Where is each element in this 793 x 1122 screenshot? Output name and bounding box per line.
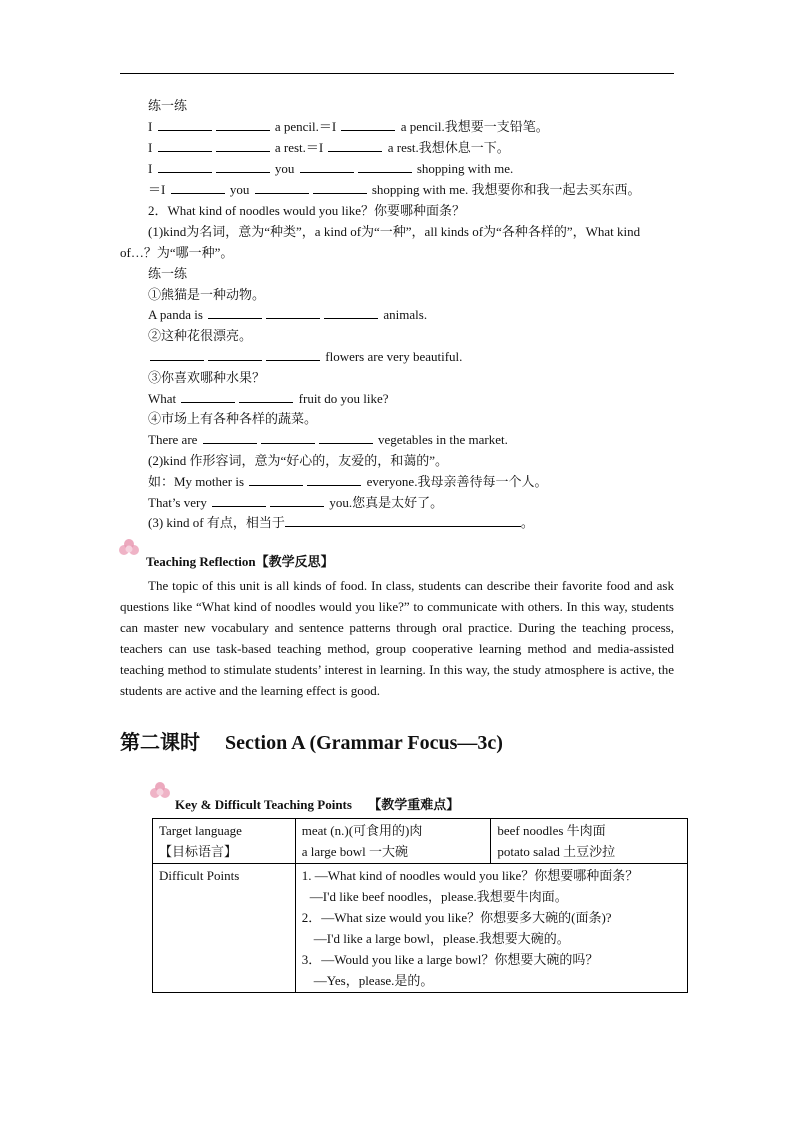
flower-icon (149, 781, 171, 803)
exercise-line: I a pencil.＝I a pencil.我想要一支铅笔。 (148, 119, 549, 134)
exercise-line: There are vegetables in the market. (148, 432, 508, 447)
exercise-line: A panda is animals. (148, 307, 428, 322)
exercise-line: What fruit do you like? (148, 391, 389, 406)
point-title: 2．What kind of noodles would you like？你要哪种面条？ (148, 203, 466, 218)
table-cell: 1. —What kind of noodles would you like？你想要哪种面条？ —I'd like beef noodles，please.我想要牛肉面。 2．—What size would you like？你想要多大碗的(面条)? —I'd like a large bowl，please.我想要大碗的。 3．—Would you like a large bowl？你想要大碗的吗？ —Yes，please.是的。 (295, 864, 687, 993)
table-cell: Difficult Points (153, 864, 296, 993)
table-cell: beef noodles 牛肉面 potato salad 土豆沙拉 (491, 819, 688, 864)
table-row (153, 864, 688, 993)
point-explanation: (1)kind为名词，意为“种类”，a kind of为“一种”，all kinds of为“各种各样的”，What kind (148, 224, 641, 239)
point-explanation: (2)kind 作形容词，意为“好心的，友爱的，和蔼的”。 (148, 453, 449, 468)
section-heading: Key & Difficult Teaching Points 【教学重难点】 (175, 797, 460, 812)
exercise-question: ①熊猫是一种动物。 (148, 287, 266, 302)
section-heading: Teaching Reflection【教学反思】 (146, 554, 334, 569)
exercise-line: I a rest.＝I a rest.我想休息一下。 (148, 140, 510, 155)
exercise-line: flowers are very beautiful. (148, 348, 462, 366)
header-rule (120, 73, 674, 74)
key-points-table (152, 818, 688, 993)
exercise-line: I you shopping with me. (148, 161, 514, 176)
exercise-line: ＝I you shopping with me. 我想要你和我一起去买东西。 (148, 182, 641, 197)
exercise-line: That’s very you.您真是太好了。 (148, 495, 444, 510)
exercise-question: ③你喜欢哪种水果？ (148, 370, 266, 385)
table-cell: meat (n.)(可食用的)肉 a large bowl 一大碗 (295, 819, 491, 864)
point-explanation: of…？为“哪一种”。 (120, 245, 234, 260)
exercise-line: (3) kind of 有点，相当于 。 (148, 515, 534, 530)
exercise-question: ④市场上有各种各样的蔬菜。 (148, 411, 318, 426)
lesson-title: 第二课时 Section A (Grammar Focus—3c) (120, 732, 503, 754)
exercise-heading: 练一练 (148, 266, 188, 281)
exercise-line: 如：My mother is everyone.我母亲善待每一个人。 (148, 474, 548, 489)
table-row (153, 819, 688, 864)
reflection-paragraph: The topic of this unit is all kinds of food. In class, students can describe their favorite food and ask questions like “What kind of noodles would you like?” to communicate with others. In this way, students can master new vocabulary and sentence patterns through oral practice. During the teaching process, teachers can use task-based teaching method, group cooperative learning method and media-assisted teaching method to stimulate students’ interest in learning. In this way, the study atmosphere is active, the students are active and the learning effect is good. (120, 578, 674, 698)
exercise-heading: 练一练 (148, 98, 188, 113)
exercise-question: ②这种花很漂亮。 (148, 328, 253, 343)
table-cell: Target language 【目标语言】 (153, 819, 296, 864)
flower-icon (118, 538, 140, 560)
